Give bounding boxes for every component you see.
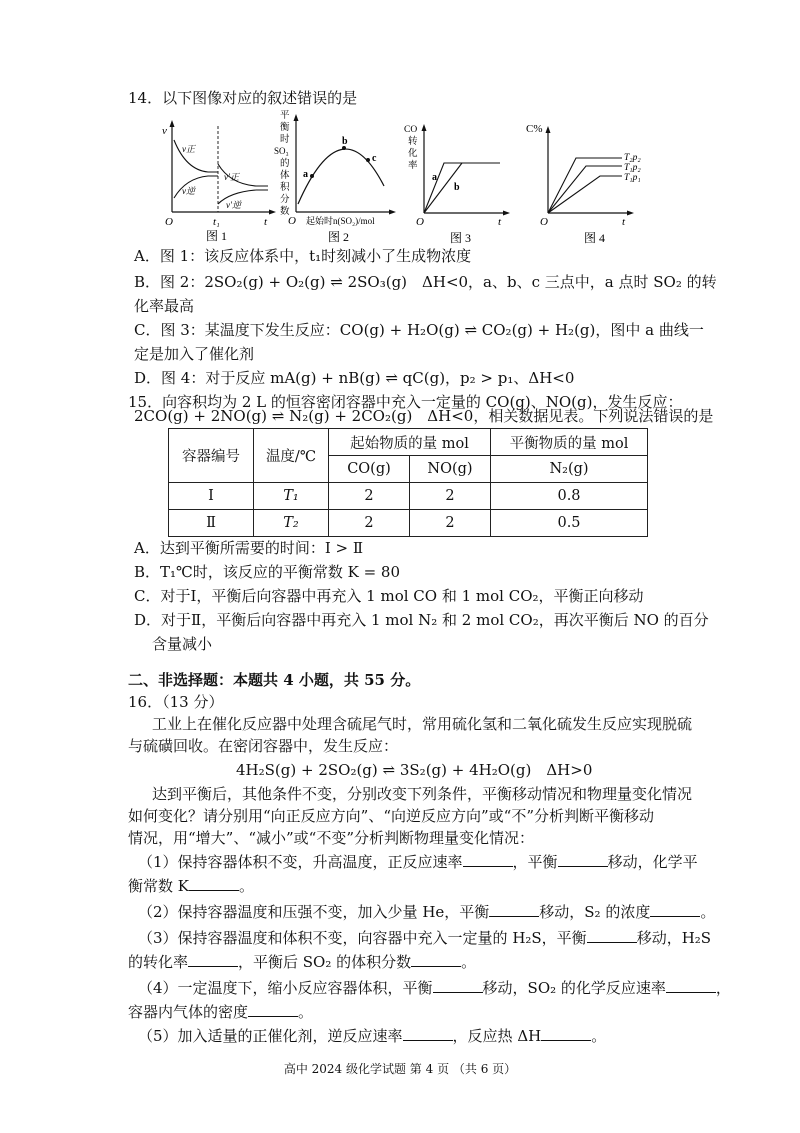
answer-blank[interactable] xyxy=(433,978,483,993)
fig4-curve-t2p2: T₂p₂ xyxy=(624,153,641,163)
fig4-origin: O xyxy=(540,216,548,228)
table-sub-n2: N₂(g) xyxy=(491,456,648,483)
q15-option-c: C．对于Ⅰ，平衡后向容器中再充入 1 mol CO 和 1 mol CO₂，平衡正向移动 xyxy=(134,587,644,605)
answer-blank[interactable] xyxy=(189,876,239,891)
answer-blank[interactable] xyxy=(558,852,608,867)
svg-text:化: 化 xyxy=(408,149,418,159)
svg-text:分: 分 xyxy=(280,195,290,205)
q16-heading: 16．（13 分） xyxy=(128,693,224,711)
table-cell-temp: T₁ xyxy=(254,483,329,510)
table-sub-no: NO(g) xyxy=(410,456,491,483)
fig2-x-axis-label: 起始时n(SO₂)/mol xyxy=(306,216,375,226)
q16-sub-1-line2: 衡常数 K 。 xyxy=(128,877,254,895)
fig3-y-axis-label xyxy=(404,125,418,171)
q16-paragraph-1: 工业上在催化反应器中处理含硫尾气时，常用硫化氢和二氧化硫发生反应实现脱硫 xyxy=(152,715,693,733)
q16-sub-2: （2）保持容器温度和压强不变，加入少量 He，平衡 移动，S₂ 的浓度 。 xyxy=(138,903,716,921)
svg-text:平: 平 xyxy=(280,111,290,121)
q16-sub-5: （5）加入适量的正催化剂，逆反应速率 ，反应热 ΔH 。 xyxy=(138,1027,607,1045)
answer-blank[interactable] xyxy=(188,952,238,967)
q14-option-d: D．图 4：对于反应 mA(g) + nB(g) ⇌ qC(g)，p₂ > p₁、ΔH<0 xyxy=(134,369,575,387)
fig4-y-axis-label: C% xyxy=(526,123,543,135)
svg-text:SO₃: SO₃ xyxy=(274,146,289,156)
fig4-caption: 图 4 xyxy=(584,231,606,245)
q16-paragraph-2: 与硫磺回收。在密闭容器中，发生反应： xyxy=(128,737,399,755)
q16-sub-4-line1: （4）一定温度下，缩小反应容器体积，平衡 移动，SO₂ 的化学反应速率 ， xyxy=(138,979,731,997)
fig1-t-label: t xyxy=(264,216,268,228)
q16-sub-3-line2: 的转化率 ，平衡后 SO₂ 的体积分数 。 xyxy=(128,953,477,971)
figure-2 xyxy=(272,104,402,251)
figure-1 xyxy=(160,112,280,251)
table-cell-no: 2 xyxy=(410,483,491,510)
page-footer: 高中 2024 级化学试题 第 4 页 （共 6 页） xyxy=(283,1062,517,1076)
svg-text:CO: CO xyxy=(404,125,418,135)
fig1-t1-label: t₁ xyxy=(213,216,220,228)
figure-3 xyxy=(402,118,512,252)
fig2-point-a: a xyxy=(303,169,308,180)
fig4-curve-t1p2: T₁p₂ xyxy=(624,163,641,173)
fig1-v-forward: v正 xyxy=(182,144,195,154)
q16-paragraph-4: 如何变化？请分别用“向正反应方向”、“向逆反应方向”或“不”分析判断平衡移动 xyxy=(128,807,655,825)
q15-stem-line2: 2CO(g) + 2NO(g) ⇌ N₂(g) + 2CO₂(g) ΔH<0，相关数据见表。下列说法错误的是 xyxy=(134,407,714,425)
fig2-point-c: c xyxy=(372,153,377,164)
fig4-t-label: t xyxy=(622,216,626,228)
fig1-v-reverse-2: v′逆 xyxy=(226,200,241,210)
fig1-origin: O xyxy=(165,216,173,228)
svg-text:率: 率 xyxy=(408,161,418,171)
fig2-origin: O xyxy=(288,215,296,227)
table-cell-n2: 0.5 xyxy=(491,510,648,537)
q15-option-d-line1: D．对于Ⅱ，平衡后向容器中再充入 1 mol N₂ 和 2 mol CO₂，再次平衡后 NO 的百分 xyxy=(134,611,709,629)
q14-stem: 14．以下图像对应的叙述错误的是 xyxy=(128,89,358,107)
svg-text:体: 体 xyxy=(280,171,290,181)
q16-paragraph-5: 情况，用“增大”、“减小”或“不变”分析判断物理量变化情况： xyxy=(128,829,535,847)
answer-blank[interactable] xyxy=(666,978,716,993)
svg-text:时: 时 xyxy=(280,135,290,145)
fig3-curve-a: a xyxy=(432,172,437,183)
table-row xyxy=(169,483,648,510)
q16-sub-4-line2: 容器内气体的密度 。 xyxy=(128,1003,314,1021)
q16-paragraph-3: 达到平衡后，其他条件不变，分别改变下列条件，平衡移动情况和物理量变化情况 xyxy=(152,785,693,803)
table-sub-co: CO(g) xyxy=(329,456,410,483)
table-cell-co: 2 xyxy=(329,510,410,537)
q14-option-c-line1: C．图 3：某温度下发生反应：CO(g) + H₂O(g) ⇌ CO₂(g) + H₂(g)，图中 a 曲线一 xyxy=(134,321,704,339)
fig2-point-b: b xyxy=(342,136,348,147)
table-cell-temp: T₂ xyxy=(254,510,329,537)
fig3-curve-b: b xyxy=(454,182,460,193)
figure-4 xyxy=(524,118,684,252)
table-cell-n2: 0.8 xyxy=(491,483,648,510)
fig4-curve-t1p1: T₁p₁ xyxy=(624,173,641,183)
answer-blank[interactable] xyxy=(587,928,637,943)
q15-option-b: B．T₁℃时，该反应的平衡常数 K = 80 xyxy=(134,563,400,581)
fig3-origin: O xyxy=(416,216,424,228)
answer-blank[interactable] xyxy=(403,1026,453,1041)
q16-equation: 4H₂S(g) + 2SO₂(g) ⇌ 3S₂(g) + 4H₂O(g) ΔH>0 xyxy=(236,761,593,779)
answer-blank[interactable] xyxy=(248,1002,298,1017)
svg-text:的: 的 xyxy=(280,159,290,169)
answer-blank[interactable] xyxy=(411,952,461,967)
q14-option-c-line2: 定是加入了催化剂 xyxy=(134,345,255,363)
table-header-id: 容器编号 xyxy=(169,429,254,483)
answer-blank[interactable] xyxy=(541,1026,591,1041)
fig3-t-label: t xyxy=(498,216,502,228)
table-cell-co: 2 xyxy=(329,483,410,510)
table-header-row xyxy=(169,429,648,456)
q15-stem-line1: 15．向容积均为 2 L 的恒容密闭容器中充入一定量的 CO(g)、NO(g)，发生反应： xyxy=(128,393,683,411)
table-header-eq: 平衡物质的量 mol xyxy=(491,429,648,456)
table-header-start: 起始物质的量 mol xyxy=(329,429,491,456)
fig2-caption: 图 2 xyxy=(328,230,350,244)
fig1-v-forward-2: v′正 xyxy=(224,172,239,182)
answer-blank[interactable] xyxy=(489,902,539,917)
table-row xyxy=(169,510,648,537)
answer-blank[interactable] xyxy=(463,852,513,867)
svg-text:衡: 衡 xyxy=(280,123,290,133)
fig1-y-axis-label: v xyxy=(162,125,167,137)
q15-option-d-line2: 含量减小 xyxy=(152,635,213,653)
fig3-caption: 图 3 xyxy=(450,231,472,245)
q14-option-b-line2: 化率最高 xyxy=(134,297,195,315)
q16-sub-3-line1: （3）保持容器温度和体积不变，向容器中充入一定量的 H₂S，平衡 移动，H₂S xyxy=(138,929,712,947)
section-2-heading: 二、非选择题：本题共 4 小题，共 55 分。 xyxy=(128,671,421,689)
q16-sub-1-line1: （1）保持容器体积不变，升高温度，正反应速率 ，平衡 移动，化学平 xyxy=(138,853,698,871)
q14-option-b-line1: B．图 2：2SO₂(g) + O₂(g) ⇌ 2SO₃(g) ΔH<0，a、b、c 三点中，a 点时 SO₂ 的转 xyxy=(134,273,717,291)
table-cell-no: 2 xyxy=(410,510,491,537)
svg-text:积: 积 xyxy=(280,183,290,193)
table-header-temp: 温度/℃ xyxy=(254,429,329,483)
fig1-caption: 图 1 xyxy=(206,229,228,243)
q15-option-a: A．达到平衡所需要的时间：Ⅰ > Ⅱ xyxy=(134,539,364,557)
fig2-y-axis-label xyxy=(274,110,290,217)
fig1-v-reverse: v逆 xyxy=(182,186,195,196)
svg-text:数: 数 xyxy=(280,207,290,217)
table-cell-id: Ⅰ xyxy=(169,483,254,510)
q14-option-a: A．图 1：该反应体系中，t₁时刻减小了生成物浓度 xyxy=(134,247,472,265)
answer-blank[interactable] xyxy=(650,902,700,917)
svg-text:转: 转 xyxy=(408,137,418,147)
q15-data-table xyxy=(168,428,648,537)
table-cell-id: Ⅱ xyxy=(169,510,254,537)
